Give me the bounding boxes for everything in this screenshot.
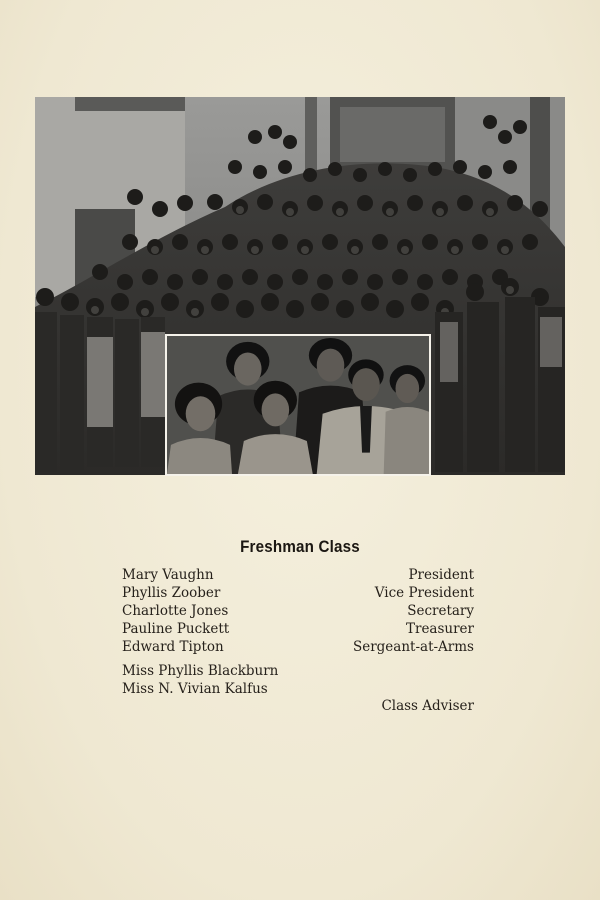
officer-name: Mary Vaughn: [122, 567, 214, 583]
officer-role: Secretary: [407, 603, 474, 619]
officer-name: Charlotte Jones: [122, 603, 229, 619]
officers-inset-photo: [165, 334, 431, 476]
adviser-name: Miss N. Vivian Kalfus: [122, 681, 268, 697]
officers-list: [122, 566, 474, 656]
adviser-role: Class Adviser: [381, 698, 474, 714]
officer-row: [122, 566, 474, 584]
officer-row: [122, 620, 474, 638]
adviser-name: Miss Phyllis Blackburn: [122, 663, 279, 679]
officer-name: Phyllis Zoober: [122, 585, 221, 601]
officer-role: Treasurer: [405, 621, 474, 637]
officer-name: Pauline Puckett: [122, 621, 230, 637]
officer-name: Edward Tipton: [122, 639, 224, 655]
officer-role: Sergeant-at-Arms: [352, 639, 474, 655]
advisers-list: [122, 662, 474, 698]
officer-row: [122, 638, 474, 656]
officer-row: [122, 602, 474, 620]
officers-photo-illustration: [167, 336, 429, 474]
officer-role: Vice President: [374, 585, 474, 601]
officer-row: [122, 584, 474, 602]
officer-role: President: [408, 567, 474, 583]
class-title: Freshman Class: [240, 538, 360, 556]
